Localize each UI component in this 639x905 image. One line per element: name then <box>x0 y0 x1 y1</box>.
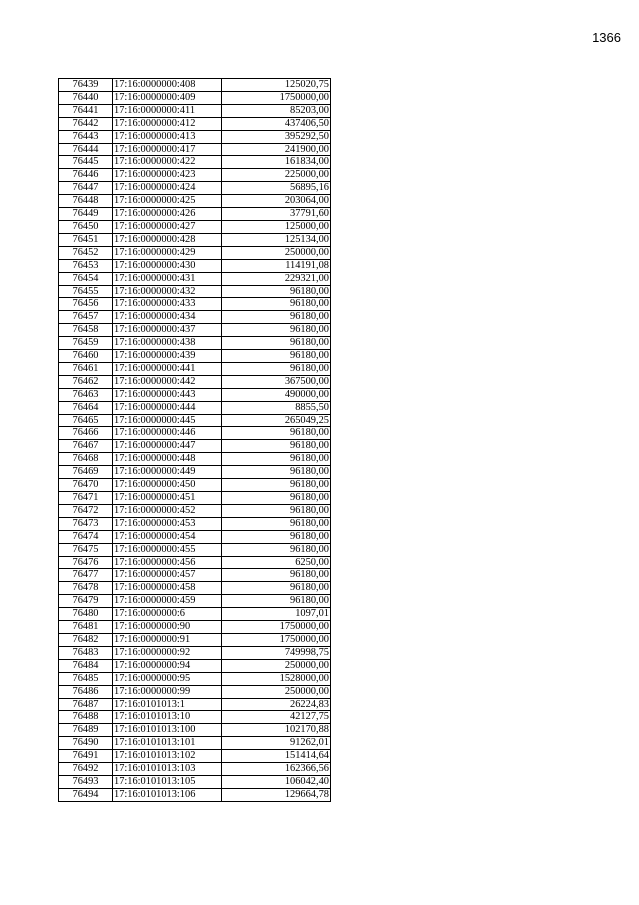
row-number-cell: 76443 <box>59 130 113 143</box>
table-row <box>59 543 331 556</box>
cadastral-value-cell: 106042,40 <box>222 775 331 788</box>
cadastral-value-cell: 162366,56 <box>222 763 331 776</box>
table-row <box>59 479 331 492</box>
cadastral-number-cell: 17:16:0000000:91 <box>113 633 222 646</box>
row-number-cell: 76487 <box>59 698 113 711</box>
cadastral-number-cell: 17:16:0000000:433 <box>113 298 222 311</box>
row-number-cell: 76459 <box>59 337 113 350</box>
table-row <box>59 440 331 453</box>
cadastral-value-cell: 85203,00 <box>222 104 331 117</box>
table-row <box>59 737 331 750</box>
row-number-cell: 76484 <box>59 659 113 672</box>
table-row <box>59 724 331 737</box>
row-number-cell: 76440 <box>59 91 113 104</box>
cadastral-value-cell: 96180,00 <box>222 427 331 440</box>
table-row <box>59 311 331 324</box>
table-row <box>59 233 331 246</box>
row-number-cell: 76479 <box>59 595 113 608</box>
table-row <box>59 453 331 466</box>
cadastral-value-cell: 1750000,00 <box>222 633 331 646</box>
cadastral-value-cell: 96180,00 <box>222 517 331 530</box>
table-row <box>59 685 331 698</box>
table-row <box>59 698 331 711</box>
cadastral-value-cell: 229321,00 <box>222 272 331 285</box>
table-row <box>59 79 331 92</box>
row-number-cell: 76486 <box>59 685 113 698</box>
row-number-cell: 76444 <box>59 143 113 156</box>
table-row <box>59 530 331 543</box>
row-number-cell: 76448 <box>59 195 113 208</box>
cadastral-value-cell: 96180,00 <box>222 453 331 466</box>
row-number-cell: 76463 <box>59 388 113 401</box>
cadastral-number-cell: 17:16:0000000:458 <box>113 582 222 595</box>
cadastral-number-cell: 17:16:0000000:95 <box>113 672 222 685</box>
table-row <box>59 646 331 659</box>
row-number-cell: 76461 <box>59 362 113 375</box>
cadastral-value-cell: 96180,00 <box>222 582 331 595</box>
cadastral-number-cell: 17:16:0000000:427 <box>113 220 222 233</box>
cadastral-number-cell: 17:16:0101013:10 <box>113 711 222 724</box>
cadastral-number-cell: 17:16:0000000:451 <box>113 492 222 505</box>
cadastral-value-cell: 265049,25 <box>222 414 331 427</box>
page-number: 1366 <box>592 30 621 45</box>
row-number-cell: 76473 <box>59 517 113 530</box>
cadastral-value-table <box>58 78 331 802</box>
cadastral-value-cell: 367500,00 <box>222 375 331 388</box>
table-row <box>59 672 331 685</box>
cadastral-number-cell: 17:16:0000000:422 <box>113 156 222 169</box>
table-row <box>59 388 331 401</box>
cadastral-number-cell: 17:16:0000000:431 <box>113 272 222 285</box>
cadastral-value-cell: 437406,50 <box>222 117 331 130</box>
cadastral-number-cell: 17:16:0000000:430 <box>113 259 222 272</box>
table-row <box>59 763 331 776</box>
cadastral-value-cell: 1097,01 <box>222 608 331 621</box>
table-row <box>59 608 331 621</box>
table-row <box>59 659 331 672</box>
cadastral-number-cell: 17:16:0000000:411 <box>113 104 222 117</box>
row-number-cell: 76450 <box>59 220 113 233</box>
cadastral-number-cell: 17:16:0000000:417 <box>113 143 222 156</box>
cadastral-value-cell: 96180,00 <box>222 569 331 582</box>
row-number-cell: 76449 <box>59 208 113 221</box>
row-number-cell: 76490 <box>59 737 113 750</box>
cadastral-value-cell: 125020,75 <box>222 79 331 92</box>
cadastral-number-cell: 17:16:0000000:426 <box>113 208 222 221</box>
cadastral-number-cell: 17:16:0101013:105 <box>113 775 222 788</box>
cadastral-value-cell: 225000,00 <box>222 169 331 182</box>
cadastral-number-cell: 17:16:0000000:450 <box>113 479 222 492</box>
cadastral-value-cell: 96180,00 <box>222 324 331 337</box>
table-row <box>59 220 331 233</box>
table-row <box>59 569 331 582</box>
cadastral-number-cell: 17:16:0000000:425 <box>113 195 222 208</box>
table-row <box>59 427 331 440</box>
cadastral-value-cell: 96180,00 <box>222 337 331 350</box>
table-row <box>59 414 331 427</box>
cadastral-value-cell: 125134,00 <box>222 233 331 246</box>
row-number-cell: 76464 <box>59 401 113 414</box>
table-row <box>59 104 331 117</box>
cadastral-value-cell: 114191,08 <box>222 259 331 272</box>
row-number-cell: 76471 <box>59 492 113 505</box>
row-number-cell: 76472 <box>59 504 113 517</box>
row-number-cell: 76453 <box>59 259 113 272</box>
row-number-cell: 76494 <box>59 788 113 801</box>
row-number-cell: 76465 <box>59 414 113 427</box>
cadastral-value-cell: 26224,83 <box>222 698 331 711</box>
cadastral-value-cell: 96180,00 <box>222 595 331 608</box>
table-row <box>59 143 331 156</box>
cadastral-number-cell: 17:16:0000000:90 <box>113 621 222 634</box>
cadastral-number-cell: 17:16:0000000:449 <box>113 466 222 479</box>
cadastral-value-cell: 96180,00 <box>222 311 331 324</box>
table-row <box>59 711 331 724</box>
cadastral-number-cell: 17:16:0000000:444 <box>113 401 222 414</box>
cadastral-number-cell: 17:16:0101013:100 <box>113 724 222 737</box>
table-row <box>59 298 331 311</box>
cadastral-number-cell: 17:16:0000000:446 <box>113 427 222 440</box>
row-number-cell: 76480 <box>59 608 113 621</box>
table-row <box>59 595 331 608</box>
cadastral-number-cell: 17:16:0000000:6 <box>113 608 222 621</box>
cadastral-number-cell: 17:16:0101013:101 <box>113 737 222 750</box>
row-number-cell: 76492 <box>59 763 113 776</box>
row-number-cell: 76488 <box>59 711 113 724</box>
cadastral-number-cell: 17:16:0000000:454 <box>113 530 222 543</box>
cadastral-value-cell: 96180,00 <box>222 492 331 505</box>
cadastral-value-cell: 96180,00 <box>222 362 331 375</box>
table-row <box>59 169 331 182</box>
row-number-cell: 76458 <box>59 324 113 337</box>
cadastral-value-cell: 490000,00 <box>222 388 331 401</box>
table-row <box>59 517 331 530</box>
cadastral-number-cell: 17:16:0000000:437 <box>113 324 222 337</box>
table-row <box>59 182 331 195</box>
table-row <box>59 272 331 285</box>
table-row <box>59 350 331 363</box>
cadastral-number-cell: 17:16:0000000:428 <box>113 233 222 246</box>
cadastral-value-cell: 56895,16 <box>222 182 331 195</box>
cadastral-value-cell: 151414,64 <box>222 750 331 763</box>
cadastral-number-cell: 17:16:0000000:434 <box>113 311 222 324</box>
cadastral-value-cell: 42127,75 <box>222 711 331 724</box>
cadastral-number-cell: 17:16:0000000:412 <box>113 117 222 130</box>
cadastral-value-cell: 96180,00 <box>222 479 331 492</box>
table-row <box>59 362 331 375</box>
table-row <box>59 337 331 350</box>
cadastral-number-cell: 17:16:0000000:457 <box>113 569 222 582</box>
cadastral-number-cell: 17:16:0000000:424 <box>113 182 222 195</box>
cadastral-value-cell: 91262,01 <box>222 737 331 750</box>
cadastral-value-cell: 129664,78 <box>222 788 331 801</box>
cadastral-value-cell: 102170,88 <box>222 724 331 737</box>
cadastral-number-cell: 17:16:0000000:448 <box>113 453 222 466</box>
row-number-cell: 76476 <box>59 556 113 569</box>
table-row <box>59 401 331 414</box>
cadastral-number-cell: 17:16:0000000:409 <box>113 91 222 104</box>
cadastral-number-cell: 17:16:0000000:92 <box>113 646 222 659</box>
row-number-cell: 76467 <box>59 440 113 453</box>
row-number-cell: 76442 <box>59 117 113 130</box>
row-number-cell: 76457 <box>59 311 113 324</box>
row-number-cell: 76485 <box>59 672 113 685</box>
cadastral-number-cell: 17:16:0000000:453 <box>113 517 222 530</box>
cadastral-number-cell: 17:16:0000000:452 <box>113 504 222 517</box>
cadastral-value-cell: 161834,00 <box>222 156 331 169</box>
cadastral-value-cell: 96180,00 <box>222 440 331 453</box>
cadastral-number-cell: 17:16:0000000:413 <box>113 130 222 143</box>
cadastral-value-cell: 250000,00 <box>222 685 331 698</box>
table-row <box>59 633 331 646</box>
row-number-cell: 76470 <box>59 479 113 492</box>
row-number-cell: 76441 <box>59 104 113 117</box>
row-number-cell: 76439 <box>59 79 113 92</box>
cadastral-number-cell: 17:16:0101013:106 <box>113 788 222 801</box>
row-number-cell: 76491 <box>59 750 113 763</box>
row-number-cell: 76489 <box>59 724 113 737</box>
cadastral-number-cell: 17:16:0000000:455 <box>113 543 222 556</box>
cadastral-value-cell: 1750000,00 <box>222 91 331 104</box>
table-row <box>59 621 331 634</box>
cadastral-number-cell: 17:16:0000000:447 <box>113 440 222 453</box>
table-row <box>59 259 331 272</box>
cadastral-value-cell: 203064,00 <box>222 195 331 208</box>
table-row <box>59 466 331 479</box>
cadastral-number-cell: 17:16:0000000:445 <box>113 414 222 427</box>
row-number-cell: 76456 <box>59 298 113 311</box>
row-number-cell: 76446 <box>59 169 113 182</box>
cadastral-value-cell: 96180,00 <box>222 350 331 363</box>
cadastral-number-cell: 17:16:0000000:438 <box>113 337 222 350</box>
cadastral-number-cell: 17:16:0000000:429 <box>113 246 222 259</box>
cadastral-value-cell: 241900,00 <box>222 143 331 156</box>
cadastral-number-cell: 17:16:0101013:102 <box>113 750 222 763</box>
cadastral-value-cell: 250000,00 <box>222 659 331 672</box>
row-number-cell: 76447 <box>59 182 113 195</box>
table-row <box>59 582 331 595</box>
cadastral-number-cell: 17:16:0000000:408 <box>113 79 222 92</box>
row-number-cell: 76468 <box>59 453 113 466</box>
cadastral-number-cell: 17:16:0000000:432 <box>113 285 222 298</box>
row-number-cell: 76452 <box>59 246 113 259</box>
cadastral-value-cell: 6250,00 <box>222 556 331 569</box>
cadastral-value-cell: 96180,00 <box>222 504 331 517</box>
table-row <box>59 556 331 569</box>
cadastral-number-cell: 17:16:0000000:441 <box>113 362 222 375</box>
table-row <box>59 156 331 169</box>
cadastral-value-cell: 250000,00 <box>222 246 331 259</box>
cadastral-value-cell: 96180,00 <box>222 285 331 298</box>
table-row <box>59 375 331 388</box>
cadastral-value-cell: 1750000,00 <box>222 621 331 634</box>
table-row <box>59 130 331 143</box>
row-number-cell: 76493 <box>59 775 113 788</box>
table-row <box>59 492 331 505</box>
cadastral-value-cell: 125000,00 <box>222 220 331 233</box>
row-number-cell: 76454 <box>59 272 113 285</box>
table-row <box>59 324 331 337</box>
cadastral-number-cell: 17:16:0000000:99 <box>113 685 222 698</box>
cadastral-number-cell: 17:16:0101013:1 <box>113 698 222 711</box>
table-row <box>59 750 331 763</box>
row-number-cell: 76462 <box>59 375 113 388</box>
table-body <box>59 79 331 802</box>
row-number-cell: 76477 <box>59 569 113 582</box>
cadastral-value-cell: 96180,00 <box>222 530 331 543</box>
row-number-cell: 76445 <box>59 156 113 169</box>
table-row <box>59 788 331 801</box>
table-row <box>59 504 331 517</box>
cadastral-number-cell: 17:16:0000000:439 <box>113 350 222 363</box>
cadastral-value-cell: 96180,00 <box>222 543 331 556</box>
cadastral-value-cell: 96180,00 <box>222 298 331 311</box>
row-number-cell: 76474 <box>59 530 113 543</box>
table-row <box>59 208 331 221</box>
table-row <box>59 195 331 208</box>
cadastral-value-cell: 96180,00 <box>222 466 331 479</box>
cadastral-value-cell: 1528000,00 <box>222 672 331 685</box>
row-number-cell: 76475 <box>59 543 113 556</box>
row-number-cell: 76478 <box>59 582 113 595</box>
cadastral-value-cell: 395292,50 <box>222 130 331 143</box>
row-number-cell: 76451 <box>59 233 113 246</box>
cadastral-value-cell: 749998,75 <box>222 646 331 659</box>
cadastral-number-cell: 17:16:0000000:459 <box>113 595 222 608</box>
row-number-cell: 76460 <box>59 350 113 363</box>
table-row <box>59 775 331 788</box>
row-number-cell: 76483 <box>59 646 113 659</box>
row-number-cell: 76469 <box>59 466 113 479</box>
table-row <box>59 246 331 259</box>
table-row <box>59 117 331 130</box>
cadastral-number-cell: 17:16:0000000:442 <box>113 375 222 388</box>
cadastral-number-cell: 17:16:0000000:456 <box>113 556 222 569</box>
row-number-cell: 76466 <box>59 427 113 440</box>
row-number-cell: 76481 <box>59 621 113 634</box>
cadastral-number-cell: 17:16:0000000:443 <box>113 388 222 401</box>
table-row <box>59 285 331 298</box>
cadastral-number-cell: 17:16:0101013:103 <box>113 763 222 776</box>
cadastral-value-cell: 8855,50 <box>222 401 331 414</box>
cadastral-number-cell: 17:16:0000000:94 <box>113 659 222 672</box>
row-number-cell: 76455 <box>59 285 113 298</box>
cadastral-value-cell: 37791,60 <box>222 208 331 221</box>
table-row <box>59 91 331 104</box>
row-number-cell: 76482 <box>59 633 113 646</box>
cadastral-number-cell: 17:16:0000000:423 <box>113 169 222 182</box>
